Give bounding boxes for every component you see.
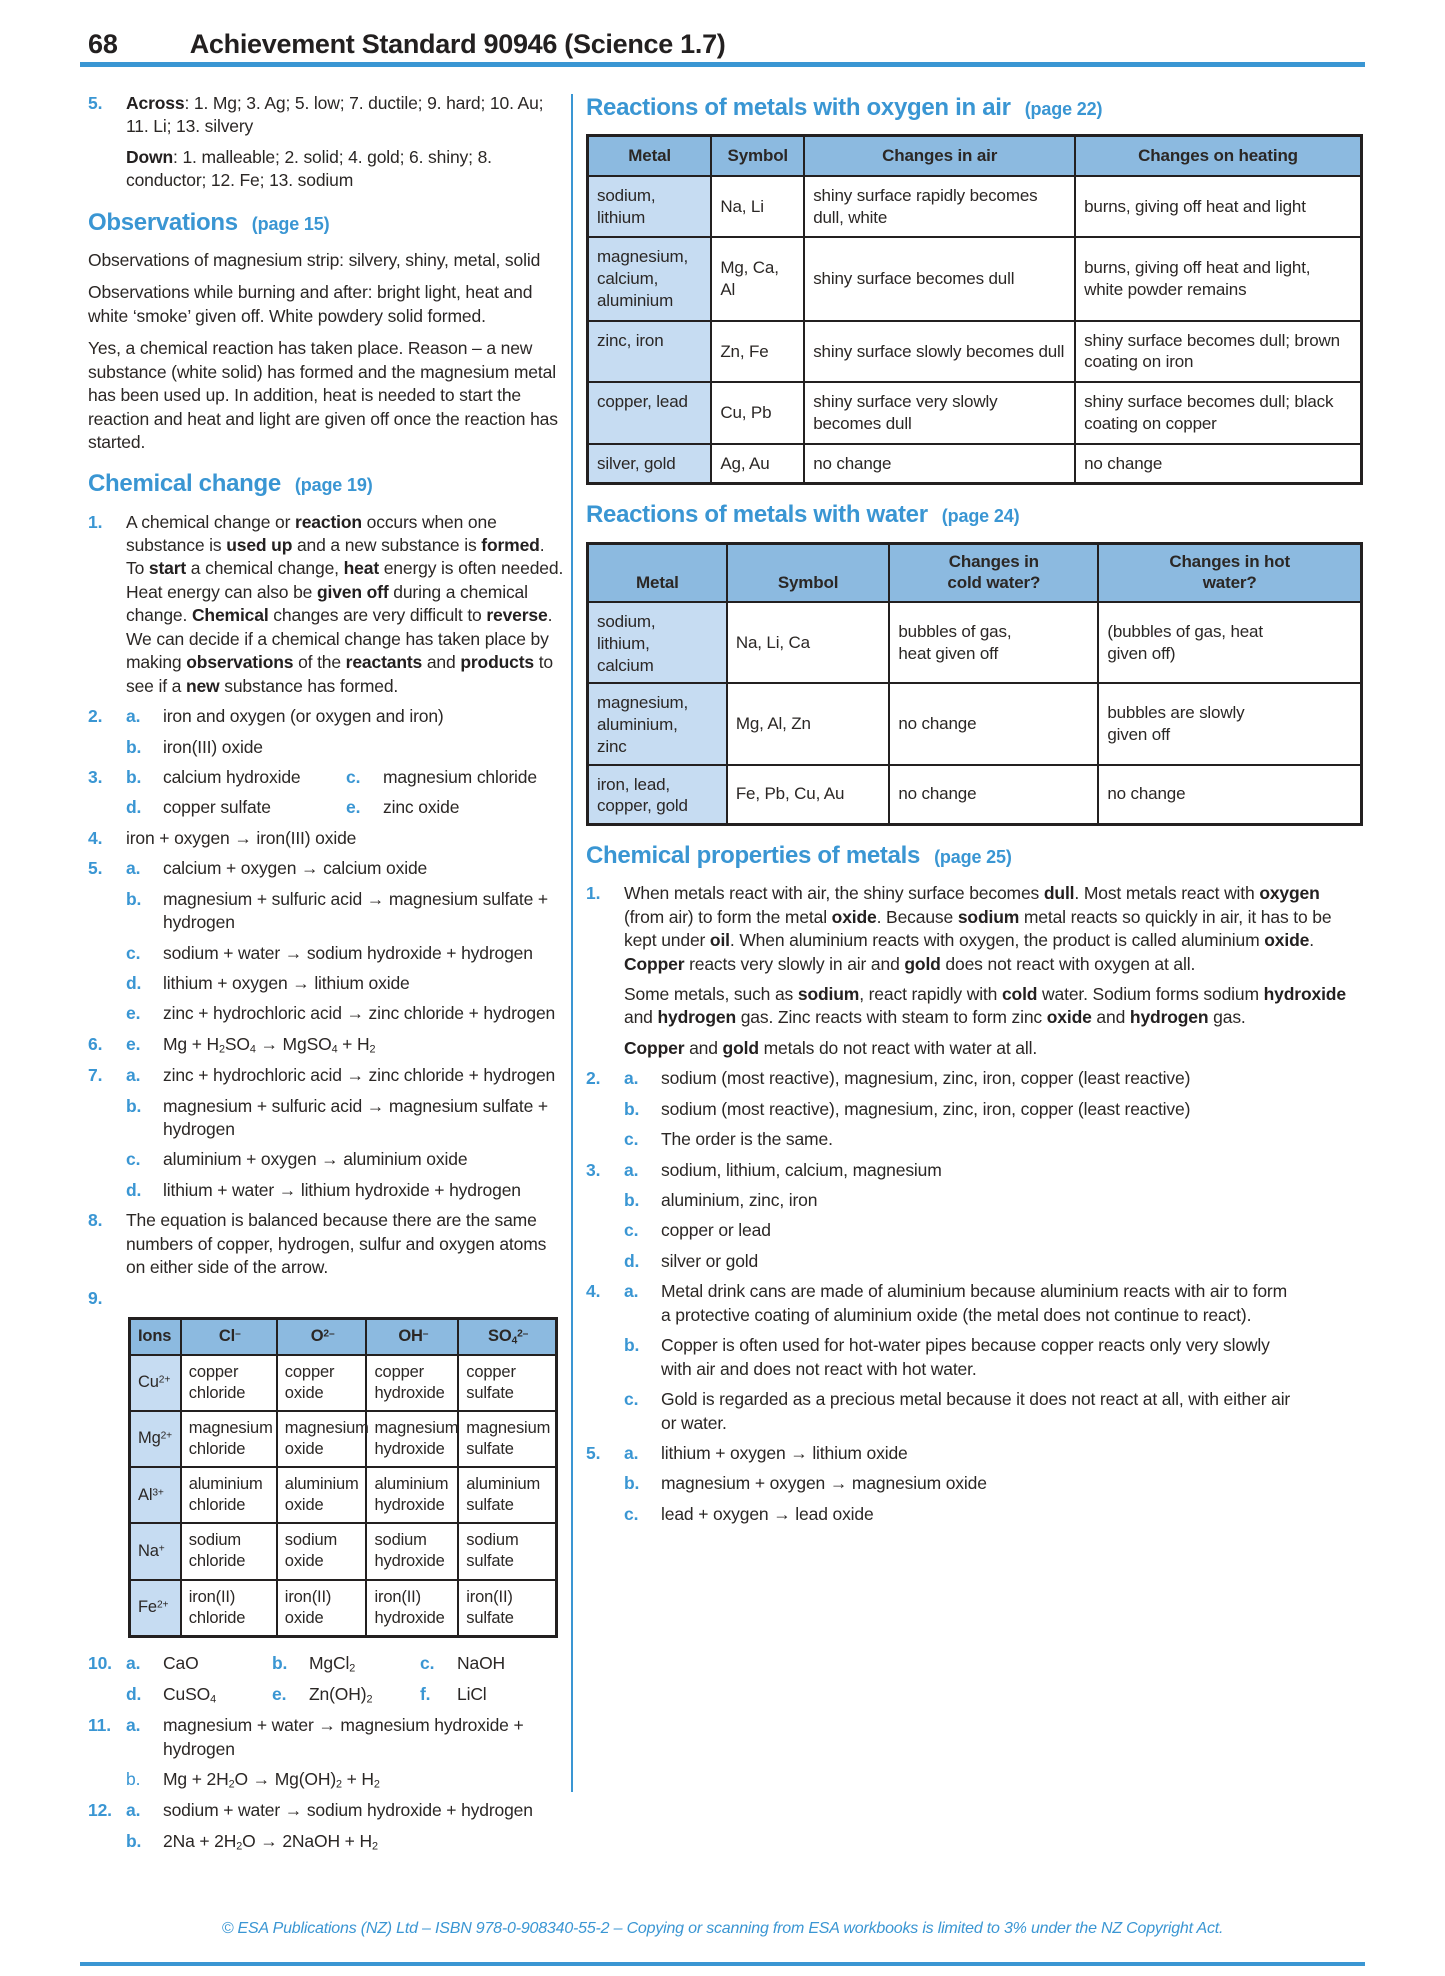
item-letter: c. — [624, 1129, 639, 1150]
list-item — [88, 1209, 566, 1279]
list-item — [586, 1098, 1363, 1121]
item-text: sodium (most reactive), magnesium, zinc, iron, copper (least reactive) — [661, 1068, 1191, 1089]
item-text: lithium + oxygen → lithium oxide — [163, 973, 410, 993]
table-header-row — [588, 543, 1362, 602]
item-letter: a. — [624, 1442, 639, 1463]
list-item — [88, 1033, 566, 1057]
list-item — [88, 972, 566, 995]
item-text: copper sulfate — [163, 797, 271, 818]
table-cell: Fe, Pb, Cu, Au — [727, 765, 890, 825]
list-item — [586, 1037, 1363, 1060]
list-item — [88, 1002, 566, 1025]
table-cell: shiny surface slowly becomes dull — [804, 321, 1075, 383]
item-letter: f. — [420, 1683, 431, 1704]
section-heading — [586, 499, 1363, 531]
table-row — [588, 444, 1362, 484]
table-cell: Zn, Fe — [711, 321, 804, 383]
table-cell: Na, Li, Ca — [727, 602, 890, 683]
item-letter: c. — [624, 1503, 639, 1524]
table-cell: sodium sulfate — [458, 1523, 556, 1579]
row-label-cell: $Al^{3+}$ — [130, 1467, 181, 1523]
item-letter: e. — [272, 1683, 287, 1704]
column-header: OH– — [366, 1319, 458, 1355]
item-text: iron + oxygen → iron(III) oxide — [126, 827, 357, 848]
item-number: 3. — [88, 766, 103, 787]
table-cell: magnesium chloride — [181, 1411, 277, 1467]
item-text: A chemical change or reaction occurs when one substance is used up and a new substance is formed. To start a chemical change, heat energy is often needed. Heat energy can also be given off during a chemical change. Chemical changes are very difficult to reverse. We can decide if a chemical change has taken place by making observations of the reactants and products to see if a new substance has formed. — [126, 511, 564, 696]
item-parts — [126, 1652, 566, 1676]
list-item — [88, 736, 566, 759]
table-row — [588, 382, 1362, 444]
column-header: Changes on heating — [1075, 136, 1361, 176]
table-cell: shiny surface rapidly becomes dull, white — [804, 176, 1075, 238]
item-text: Copper and gold metals do not react with water at all. — [624, 1037, 1038, 1058]
item-part — [420, 1683, 566, 1707]
item-text: magnesium chloride — [383, 766, 537, 787]
item-text: magnesium + sulfuric acid → magnesium sulfate + hydrogen — [163, 1095, 548, 1139]
page-footer: © ESA Publications (NZ) Ltd – ISBN 978-0-908340-55-2 – Copying or scanning from ESA workbooks is limited to 3% under the NZ Copyright Act. — [221, 1920, 1224, 1937]
item-parts — [126, 796, 566, 819]
item-text: sodium + water → sodium hydroxide + hydrogen — [163, 942, 533, 963]
section-page-ref: (page 22) — [1024, 99, 1103, 119]
item-text: copper or lead — [661, 1220, 771, 1241]
item-text: lead + oxygen → lead oxide — [661, 1503, 874, 1524]
item-text: calcium hydroxide — [163, 766, 301, 787]
item-part — [272, 1652, 420, 1676]
list-item — [88, 1179, 566, 1202]
section-heading — [586, 92, 1363, 124]
column-header: $O^{2-}$ — [277, 1319, 367, 1355]
item-number: 3. — [586, 1159, 601, 1180]
item-text: magnesium + oxygen → magnesium oxide — [661, 1473, 987, 1494]
row-label-cell: magnesium, calcium, aluminium — [588, 237, 712, 320]
list-item — [586, 1334, 1363, 1381]
item-part — [272, 1683, 420, 1707]
table-header-row — [130, 1319, 557, 1355]
item-text: iron(III) oxide — [163, 736, 263, 757]
item-number: 2. — [586, 1068, 601, 1089]
item-text: aluminium, zinc, iron — [661, 1190, 818, 1211]
item-number: 6. — [88, 1033, 103, 1054]
list-item — [586, 882, 1363, 976]
table-cell: Mg, Al, Zn — [727, 683, 890, 764]
table-cell: shiny surface becomes dull — [804, 237, 1075, 320]
item-text: $Mg + H_2SO_4$ → MgSO$_4$ + $H_2$ — [163, 1033, 376, 1056]
item-letter: a. — [126, 858, 141, 879]
column-header: Ions — [130, 1319, 181, 1355]
row-label-cell: Na+ — [130, 1523, 181, 1579]
item-parts — [126, 766, 566, 789]
table-cell: iron(II) chloride — [181, 1580, 277, 1637]
row-label-cell: silver, gold — [588, 444, 712, 484]
list-item — [586, 1442, 1363, 1465]
table-row — [588, 237, 1362, 320]
item-text: Copper is often used for hot-water pipes because copper reacts only very slowly with air and does not react with hot water. — [661, 1335, 1270, 1379]
table-cell: bubbles of gas, heat given off — [889, 602, 1098, 683]
list-item — [88, 1683, 566, 1707]
section-title: Reactions of metals with oxygen in air — [586, 94, 1011, 121]
row-label-cell: sodium, lithium, calcium — [588, 602, 727, 683]
table-cell: shiny surface becomes dull; black coating on copper — [1075, 382, 1361, 444]
table-cell: sodium chloride — [181, 1523, 277, 1579]
table-cell: burns, giving off heat and light — [1075, 176, 1361, 238]
table-cell: copper chloride — [181, 1355, 277, 1411]
table-cell: Na, Li — [711, 176, 804, 238]
table-cell: magnesium sulfate — [458, 1411, 556, 1467]
item-letter: a. — [126, 1800, 141, 1821]
section-title: Chemical change — [88, 470, 281, 498]
section-page-ref: (page 15) — [251, 213, 330, 234]
item-letter: b. — [126, 1769, 141, 1790]
item-text: sodium + water → sodium hydroxide + hydrogen — [163, 1800, 533, 1821]
item-number: 5. — [586, 1442, 601, 1463]
column-header: Changes in hot water? — [1098, 543, 1361, 602]
table-cell: iron(II) oxide — [277, 1580, 367, 1637]
table-cell: Ag, Au — [711, 444, 804, 484]
row-label-cell: $Mg^{2+}$ — [130, 1411, 181, 1467]
item-part — [126, 1652, 272, 1676]
table-cell: iron(II) hydroxide — [366, 1580, 458, 1637]
item-letter: a. — [126, 1065, 141, 1086]
table-row — [130, 1523, 557, 1579]
item-letter: c. — [420, 1652, 435, 1673]
table-cell: Mg, Ca, Al — [711, 237, 804, 320]
item-text: sodium (most reactive), magnesium, zinc, iron, copper (least reactive) — [661, 1098, 1191, 1119]
list-item — [586, 1503, 1363, 1526]
list-item — [88, 1064, 566, 1087]
table-cell: shiny surface very slowly becomes dull — [804, 382, 1075, 444]
bottom-rule — [80, 1962, 1365, 1966]
section-page-ref: (page 19) — [294, 475, 373, 496]
item-text: The equation is balanced because there are the same numbers of copper, hydrogen, sulfur and oxygen atoms on either side of the arrow. — [126, 1210, 547, 1278]
row-label-cell: magnesium, aluminium, zinc — [588, 683, 727, 764]
item-number: 5. — [88, 93, 103, 113]
item-letter: b. — [624, 1190, 640, 1211]
item-letter: e. — [346, 797, 361, 818]
item-letter: b. — [126, 1095, 142, 1116]
item-number: 1. — [586, 883, 601, 904]
item-text: magnesium + water → magnesium hydroxide + hydrogen — [163, 1715, 524, 1759]
list-item — [586, 1250, 1363, 1273]
right-column — [586, 92, 1363, 1533]
list-item — [586, 1472, 1363, 1495]
item-number: 4. — [586, 1281, 601, 1302]
item-text: NaOH — [457, 1652, 506, 1673]
list-item — [88, 511, 566, 699]
item-letter: b. — [126, 1830, 142, 1851]
item-letter: b. — [126, 888, 142, 909]
item-part — [346, 796, 566, 819]
item-text: LiCl — [457, 1683, 487, 1704]
item-text: Metal drink cans are made of aluminium because aluminium reacts with air to form a protective coating of aluminium oxide (the metal does not continue to react). — [661, 1281, 1288, 1325]
item-letter: c. — [624, 1389, 639, 1410]
item-number: 12. — [88, 1800, 112, 1821]
header-rule — [80, 62, 1365, 67]
table-row — [588, 321, 1362, 383]
section-title: Chemical properties of metals — [586, 842, 921, 870]
column-header: Changes in air — [804, 136, 1075, 176]
item-part — [346, 766, 566, 789]
item-letter: d. — [126, 797, 142, 818]
table-row — [588, 683, 1362, 764]
item-text: Down: 1. malleable; 2. solid; 4. gold; 6. shiny; 8. conductor; 12. Fe; 13. sodium — [126, 146, 492, 191]
table-cell: copper sulfate — [458, 1355, 556, 1411]
table-cell: aluminium oxide — [277, 1467, 367, 1523]
item-part — [420, 1652, 566, 1676]
section-heading — [586, 840, 1363, 872]
item-part — [126, 1683, 272, 1707]
item-parts — [126, 1683, 566, 1707]
oxygen-table — [586, 134, 1363, 485]
item-number: 11. — [88, 1715, 111, 1736]
item-part — [126, 796, 346, 819]
table-cell: aluminium hydroxide — [366, 1467, 458, 1523]
item-text: Across: 1. Mg; 3. Ag; 5. low; 7. ductile; 9. hard; 10. Au; 11. Li; 13. silvery — [126, 93, 544, 137]
item-letter: b. — [126, 736, 142, 757]
table-cell: shiny surface becomes dull; brown coating on iron — [1075, 321, 1361, 383]
item-text: MgCl$_2$ — [309, 1652, 356, 1675]
item-text: CaO — [163, 1652, 199, 1673]
left-column — [88, 92, 566, 1861]
table-cell: magnesium hydroxide — [366, 1411, 458, 1467]
list-item — [88, 1287, 566, 1310]
row-label-cell: $Fe^{2+}$ — [130, 1580, 181, 1637]
item-number: 7. — [88, 1065, 103, 1086]
ions-table — [128, 1317, 558, 1638]
item-text: zinc + hydrochloric acid → zinc chloride + hydrogen — [163, 1065, 556, 1086]
table-cell: magnesium oxide — [277, 1411, 367, 1467]
list-item — [88, 1768, 566, 1792]
item-text: calcium + oxygen → calcium oxide — [163, 858, 428, 879]
table-header-row — [588, 136, 1362, 176]
item-letter: a. — [624, 1281, 639, 1302]
table-cell: Cu, Pb — [711, 382, 804, 444]
column-header: Metal — [588, 543, 727, 602]
item-text: sodium, lithium, calcium, magnesium — [661, 1159, 942, 1180]
list-item — [586, 1159, 1363, 1182]
item-number: 8. — [88, 1210, 103, 1231]
column-divider — [571, 94, 573, 1792]
table-row — [588, 765, 1362, 825]
table-cell: no change — [889, 683, 1098, 764]
item-letter: a. — [126, 1652, 141, 1673]
item-text: $Mg + 2H_2O \to Mg(OH)_2 + H_2$ — [163, 1769, 380, 1791]
item-letter: d. — [126, 1179, 142, 1200]
table-row — [588, 176, 1362, 238]
section-heading — [88, 207, 566, 239]
column-header: Symbol — [711, 136, 804, 176]
table-cell: no change — [1098, 765, 1361, 825]
item-letter: b. — [624, 1473, 640, 1494]
list-item — [88, 1799, 566, 1822]
page-header — [88, 26, 726, 62]
list-item — [586, 1189, 1363, 1212]
table-cell: burns, giving off heat and light, white powder remains — [1075, 237, 1361, 320]
table-cell: no change — [889, 765, 1098, 825]
item-text: lithium + water → lithium hydroxide + hydrogen — [163, 1179, 521, 1200]
page-title: Achievement Standard 90946 (Science 1.7) — [189, 29, 726, 59]
paragraph: Observations of magnesium strip: silvery, shiny, metal, solid — [88, 249, 541, 270]
table-cell: aluminium chloride — [181, 1467, 277, 1523]
list-item — [88, 1652, 566, 1676]
item-letter: d. — [126, 973, 142, 993]
table-cell: (bubbles of gas, heat given off) — [1098, 602, 1361, 683]
item-letter: b. — [272, 1652, 288, 1673]
item-text: $2Na + 2H_2O$ → 2NaOH + $H_2$ — [163, 1830, 378, 1853]
column-header: Symbol — [727, 543, 890, 602]
table-cell: no change — [804, 444, 1075, 484]
table-row — [130, 1580, 557, 1637]
item-text: CuSO$_4$ — [163, 1683, 216, 1706]
item-number: 2. — [88, 706, 103, 727]
item-part — [126, 766, 346, 789]
item-text: Gold is regarded as a precious metal because it does not react at all, with either air or water. — [661, 1389, 1291, 1433]
item-text: zinc oxide — [383, 797, 460, 818]
item-number: 1. — [88, 511, 103, 532]
list-item — [586, 1280, 1363, 1327]
water-table — [586, 542, 1363, 827]
item-letter: c. — [126, 1149, 141, 1170]
section-page-ref: (page 24) — [941, 506, 1020, 527]
item-text: The order is the same. — [661, 1129, 833, 1150]
item-letter: a. — [624, 1159, 639, 1180]
item-letter: b. — [624, 1335, 640, 1356]
item-letter: e. — [126, 1033, 141, 1054]
table-row — [588, 602, 1362, 683]
section-heading — [88, 468, 566, 500]
item-letter: c. — [126, 942, 141, 963]
list-item — [88, 888, 566, 935]
table-row — [130, 1467, 557, 1523]
item-text: iron and oxygen (or oxygen and iron) — [163, 706, 444, 727]
list-item — [88, 92, 566, 139]
column-header: Metal — [588, 136, 712, 176]
list-item — [88, 827, 566, 850]
list-item — [586, 1128, 1363, 1151]
section-page-ref: (page 25) — [934, 847, 1012, 868]
table-cell: sodium oxide — [277, 1523, 367, 1579]
table-cell: copper oxide — [277, 1355, 367, 1411]
list-item — [88, 766, 566, 789]
list-item — [88, 1095, 566, 1142]
item-number: 9. — [88, 1287, 103, 1308]
item-letter: e. — [126, 1003, 141, 1024]
item-number: 4. — [88, 827, 103, 848]
item-text: lithium + oxygen → lithium oxide — [661, 1442, 908, 1463]
item-text: magnesium + sulfuric acid → magnesium sulfate + hydrogen — [163, 888, 548, 933]
list-item — [88, 1148, 566, 1171]
item-letter: a. — [126, 706, 141, 727]
table-cell: sodium hydroxide — [366, 1523, 458, 1579]
table-row — [130, 1411, 557, 1467]
table-cell: aluminium sulfate — [458, 1467, 556, 1523]
table-cell: bubbles are slowly given off — [1098, 683, 1361, 764]
page-number: 68 — [88, 29, 118, 59]
list-item — [88, 146, 566, 193]
item-letter: c. — [346, 766, 361, 787]
item-text: aluminium + oxygen → aluminium oxide — [163, 1149, 468, 1170]
item-number: 5. — [88, 858, 103, 879]
item-letter: b. — [126, 766, 142, 787]
row-label-cell: $Cu^{2+}$ — [130, 1355, 181, 1411]
paragraph: Yes, a chemical reaction has taken place. Reason – a new substance (white solid) has formed and the magnesium metal has been used up. In addition, heat is needed to start the reaction and heat and light are given off once the reaction has started. — [88, 338, 558, 452]
item-text: $Zn(OH)_2$ — [309, 1683, 373, 1706]
item-letter: d. — [126, 1683, 142, 1704]
item-letter: a. — [624, 1068, 639, 1089]
column-header: Changes in cold water? — [889, 543, 1098, 602]
item-letter: a. — [126, 1715, 141, 1736]
section-title: Reactions of metals with water — [586, 501, 928, 529]
list-item — [88, 705, 566, 728]
row-label-cell: iron, lead, copper, gold — [588, 765, 727, 825]
list-item — [88, 1714, 566, 1761]
list-item — [88, 942, 566, 965]
table-row — [130, 1355, 557, 1411]
list-item — [88, 796, 566, 819]
list-item — [88, 1830, 566, 1854]
table-wrap — [128, 1317, 558, 1638]
table-cell: iron(II) sulfate — [458, 1580, 556, 1637]
section-title: Observations — [88, 208, 238, 236]
row-label-cell: copper, lead — [588, 382, 712, 444]
list-item — [586, 983, 1363, 1030]
item-number: 10. — [88, 1652, 112, 1673]
item-letter: c. — [624, 1220, 639, 1241]
list-item — [88, 857, 566, 880]
item-letter: d. — [624, 1250, 640, 1271]
list-item — [586, 1388, 1363, 1435]
item-text: silver or gold — [661, 1250, 759, 1271]
column-header: Cl– — [181, 1319, 277, 1355]
row-label-cell: sodium, lithium — [588, 176, 712, 238]
item-letter: b. — [624, 1098, 640, 1119]
paragraph: Observations while burning and after: bright light, heat and white ‘smoke’ given off. White powdery solid formed. — [88, 282, 533, 326]
list-item — [586, 1219, 1363, 1242]
row-label-cell: zinc, iron — [588, 321, 712, 383]
column-header: $SO_4^{2-}$ — [458, 1319, 556, 1355]
list-item — [586, 1067, 1363, 1090]
table-cell: no change — [1075, 444, 1361, 484]
item-text: Some metals, such as sodium, react rapidly with cold water. Sodium forms sodium hydroxide and hydrogen gas. Zinc reacts with steam to form zinc oxide and hydrogen gas. — [624, 983, 1346, 1028]
item-text: zinc + hydrochloric acid → zinc chloride + hydrogen — [163, 1003, 556, 1024]
table-cell: copper hydroxide — [366, 1355, 458, 1411]
item-text: When metals react with air, the shiny surface becomes dull. Most metals react with oxygen (from air) to form the metal oxide. Because sodium metal reacts so quickly in air, it has to be kept under oil. When aluminium reacts with oxygen, the product is called aluminium oxide. Copper reacts very slowly in air and gold does not react with oxygen at all. — [624, 883, 1332, 974]
